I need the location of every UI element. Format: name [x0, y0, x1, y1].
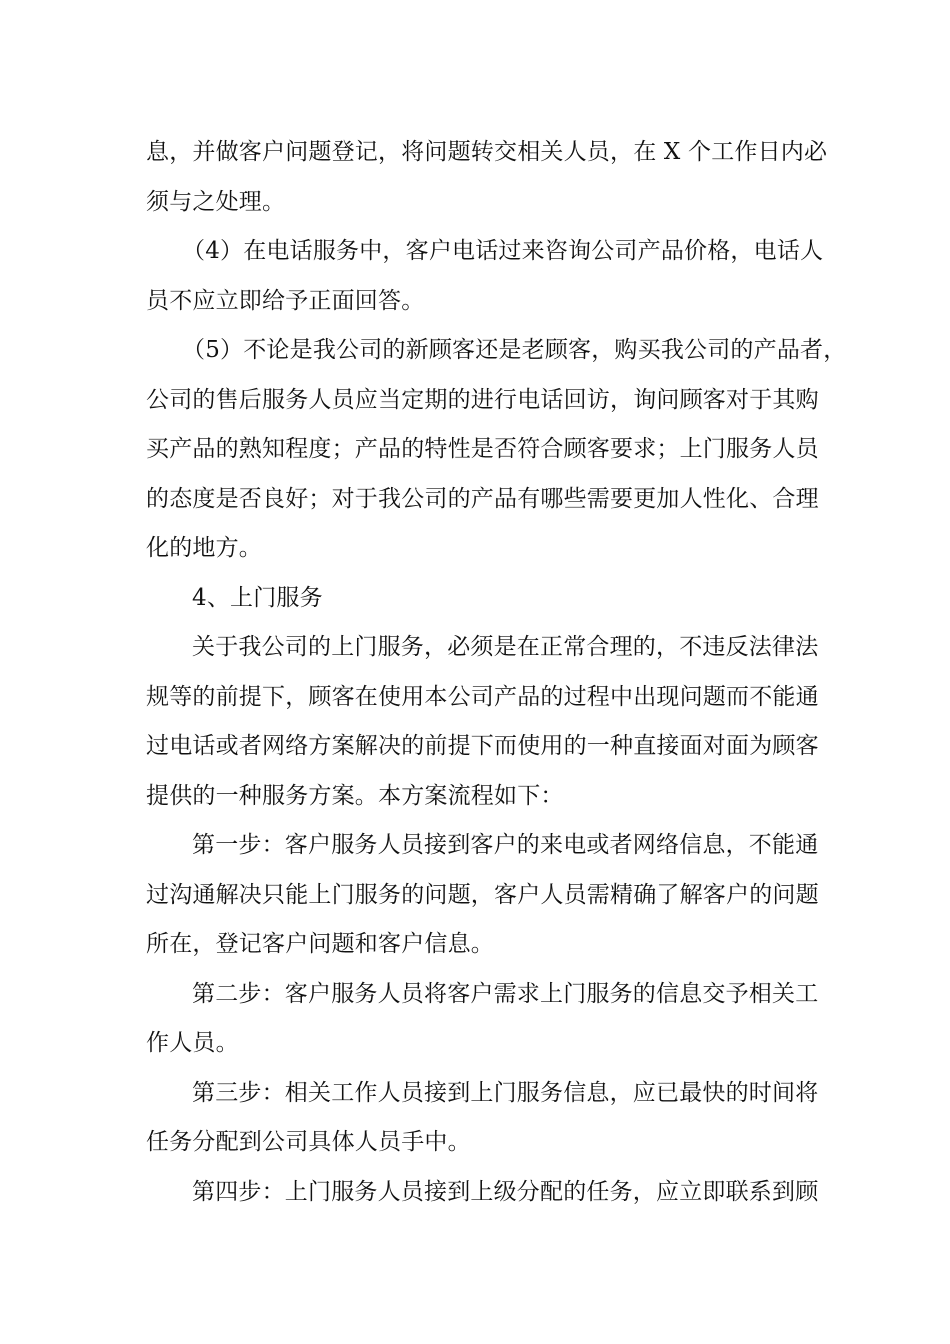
document-body	[146, 128, 847, 1217]
text-line: 公司的售后服务人员应当定期的进行电话回访，询问顾客对于其购	[146, 386, 819, 413]
text-line: 所在，登记客户问题和客户信息。	[146, 931, 494, 957]
text-line: 提供的一种服务方案。本方案流程如下：	[146, 782, 564, 809]
text-line: 规等的前提下，顾客在使用本公司产品的过程中出现问题而不能通	[146, 683, 819, 710]
section-heading: 4、上门服务	[192, 584, 323, 611]
text-line: 作人员。	[146, 1030, 239, 1056]
text-line: 的态度是否良好；对于我公司的产品有哪些需要更加人性化、合理	[146, 485, 819, 512]
text-line: 第三步：相关工作人员接到上门服务信息，应已最快的时间将	[192, 1079, 819, 1106]
text-line: 员不应立即给予正面回答。	[146, 287, 425, 314]
text-line: 息，并做客户问题登记，将问题转交相关人员，在 X 个工作日内必	[146, 139, 828, 165]
text-line: 第四步：上门服务人员接到上级分配的任务，应立即联系到顾	[192, 1178, 819, 1205]
text-line: 过电话或者网络方案解决的前提下而使用的一种直接面对面为顾客	[146, 733, 819, 759]
text-line: 关于我公司的上门服务，必须是在正常合理的，不违反法律法	[192, 634, 819, 660]
text-line: 第一步：客户服务人员接到客户的来电或者网络信息，不能通	[192, 832, 819, 858]
text-line: 任务分配到公司具体人员手中。	[146, 1129, 471, 1155]
text-line: 化的地方。	[146, 535, 262, 561]
text-line: （5）不论是我公司的新顾客还是老顾客，购买我公司的产品者，	[182, 337, 847, 363]
text-line: 第二步：客户服务人员将客户需求上门服务的信息交予相关工	[192, 980, 819, 1007]
text-line: 买产品的熟知程度；产品的特性是否符合顾客要求；上门服务人员	[146, 436, 819, 462]
text-line: 须与之处理。	[146, 188, 286, 215]
text-line: （4）在电话服务中，客户电话过来咨询公司产品价格，电话人	[182, 238, 824, 264]
text-line: 过沟通解决只能上门服务的问题，客户人员需精确了解客户的问题	[146, 881, 819, 908]
